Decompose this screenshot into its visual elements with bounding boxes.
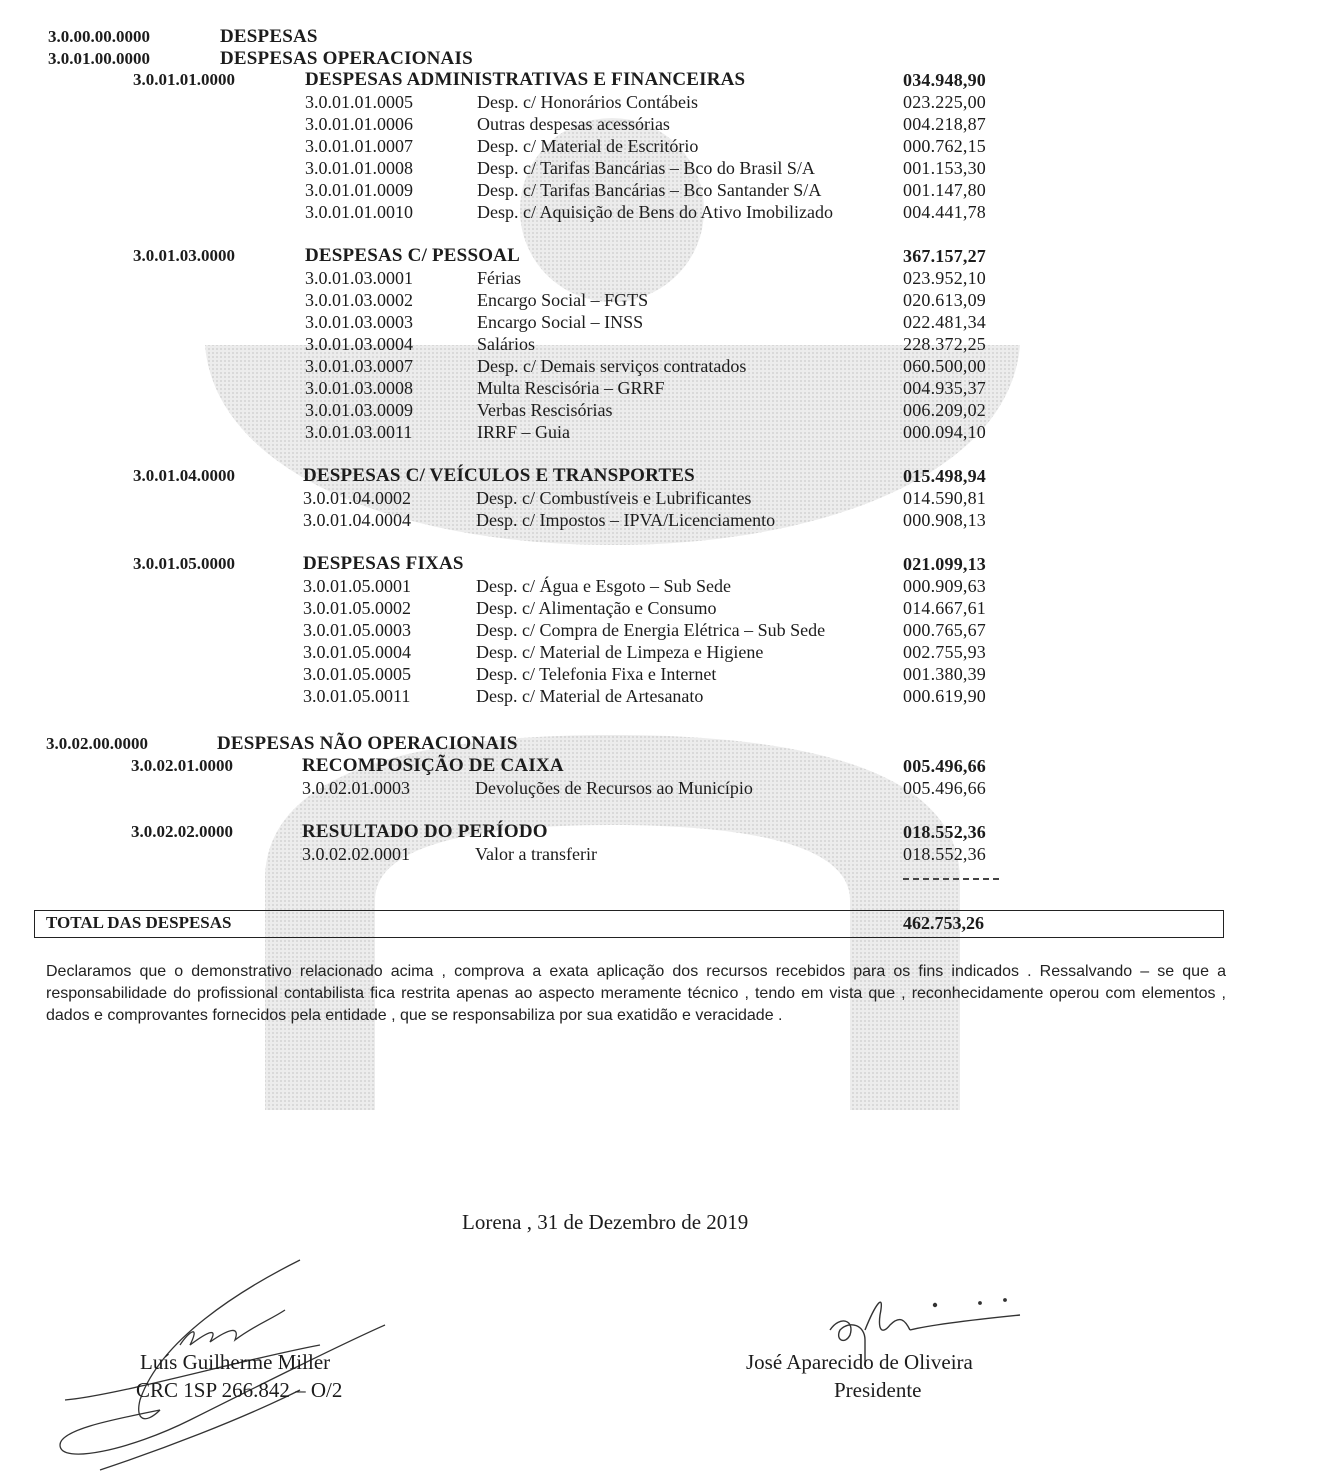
item-code: 3.0.01.04.0004 [303,510,411,530]
item-amount: 000.909,63 [903,576,986,596]
item-amount: 006.209,02 [903,400,986,420]
item-description: Salários [477,334,535,354]
right-signatory-name: José Aparecido de Oliveira [746,1350,973,1374]
group-title: DESPESAS ADMINISTRATIVAS E FINANCEIRAS [305,69,746,90]
group-title: DESPESAS FIXAS [303,553,464,574]
item-amount: 002.755,93 [903,642,986,662]
item-description: Desp. c/ Alimentação e Consumo [476,598,717,618]
operational-code: 3.0.01.00.0000 [48,49,150,68]
item-amount: 023.952,10 [903,268,986,288]
group-code: 3.0.01.04.0000 [133,466,235,485]
left-signatory-name: Luís Guilherme Miller [140,1350,331,1374]
item-description: IRRF – Guia [477,422,571,442]
group-total: 021.099,13 [903,554,986,574]
root-code: 3.0.00.00.0000 [48,27,150,46]
non-operational-title: DESPESAS NÃO OPERACIONAIS [217,733,518,754]
item-amount: 000.619,90 [903,686,986,706]
item-description: Desp. c/ Aquisição de Bens do Ativo Imobilizado [477,202,833,222]
item-code: 3.0.01.05.0011 [303,686,411,706]
group-code: 3.0.02.01.0000 [131,756,233,775]
group-total: 367.157,27 [903,246,986,266]
item-description: Desp. c/ Material de Escritório [477,136,699,156]
item-description: Valor a transferir [475,844,597,864]
right-signatory-role: Presidente [834,1378,922,1402]
root-title: DESPESAS [220,26,318,47]
item-description: Encargo Social – INSS [477,312,644,332]
item-code: 3.0.01.01.0010 [305,202,413,222]
item-amount: 018.552,36 [903,844,986,864]
group-total: 034.948,90 [903,70,986,90]
item-description: Outras despesas acessórias [477,114,670,134]
item-description: Verbas Rescisórias [477,400,613,420]
item-code: 3.0.01.03.0008 [305,378,413,398]
operational-title: DESPESAS OPERACIONAIS [220,48,473,69]
item-code: 3.0.01.01.0008 [305,158,413,178]
item-amount: 005.496,66 [903,778,986,798]
item-amount: 020.613,09 [903,290,986,310]
group-title: RESULTADO DO PERÍODO [302,821,548,842]
item-amount: 228.372,25 [903,334,986,354]
item-code: 3.0.02.01.0003 [302,778,410,798]
item-amount: 000.762,15 [903,136,986,156]
item-amount: 001.153,30 [903,158,986,178]
item-description: Férias [477,268,521,288]
item-code: 3.0.02.02.0001 [302,844,410,864]
item-code: 3.0.01.03.0009 [305,400,413,420]
item-amount: 000.094,10 [903,422,986,442]
item-description: Desp. c/ Telefonia Fixa e Internet [476,664,717,684]
group-total: 018.552,36 [903,822,986,842]
group-total: 015.498,94 [903,466,986,486]
item-description: Desp. c/ Água e Esgoto – Sub Sede [476,576,731,596]
group-code: 3.0.02.02.0000 [131,822,233,841]
left-signatory-role: CRC 1SP 266.842 – O/2 [136,1378,343,1402]
item-description: Desp. c/ Tarifas Bancárias – Bco Santander S/A [477,180,822,200]
item-amount: 000.908,13 [903,510,986,530]
item-amount: 004.218,87 [903,114,986,134]
item-code: 3.0.01.03.0001 [305,268,413,288]
item-code: 3.0.01.01.0009 [305,180,413,200]
item-code: 3.0.01.05.0004 [303,642,411,662]
item-amount: 014.667,61 [903,598,986,618]
item-amount: 014.590,81 [903,488,986,508]
subtotal-divider [903,878,999,880]
group-code: 3.0.01.05.0000 [133,554,235,573]
item-amount: 023.225,00 [903,92,986,112]
item-description: Desp. c/ Combustíveis e Lubrificantes [476,488,752,508]
item-description: Desp. c/ Impostos – IPVA/Licenciamento [476,510,776,530]
group-total: 005.496,66 [903,756,986,776]
item-code: 3.0.01.03.0004 [305,334,413,354]
item-code: 3.0.01.05.0003 [303,620,411,640]
item-amount: 001.147,80 [903,180,986,200]
item-code: 3.0.01.05.0005 [303,664,411,684]
item-amount: 060.500,00 [903,356,986,376]
item-code: 3.0.01.05.0001 [303,576,411,596]
item-description: Desp. c/ Demais serviços contratados [477,356,747,376]
group-code: 3.0.01.01.0000 [133,70,235,89]
item-description: Multa Rescisória – GRRF [477,378,665,398]
item-amount: 004.441,78 [903,202,986,222]
item-code: 3.0.01.03.0003 [305,312,413,332]
item-code: 3.0.01.04.0002 [303,488,411,508]
item-code: 3.0.01.01.0007 [305,136,413,156]
item-code: 3.0.01.01.0005 [305,92,413,112]
item-code: 3.0.01.03.0007 [305,356,413,376]
item-code: 3.0.01.03.0002 [305,290,413,310]
item-description: Desp. c/ Material de Artesanato [476,686,704,706]
item-amount: 004.935,37 [903,378,986,398]
item-description: Desp. c/ Tarifas Bancárias – Bco do Brasil S/A [477,158,815,178]
place-date: Lorena , 31 de Dezembro de 2019 [462,1210,749,1234]
item-amount: 022.481,34 [903,312,986,332]
item-description: Devoluções de Recursos ao Município [475,778,753,798]
item-code: 3.0.01.05.0002 [303,598,411,618]
group-title: RECOMPOSIÇÃO DE CAIXA [302,755,564,776]
item-code: 3.0.01.01.0006 [305,114,413,134]
item-amount: 001.380,39 [903,664,986,684]
non-operational-code: 3.0.02.00.0000 [46,734,148,753]
item-amount: 000.765,67 [903,620,986,640]
item-description: Desp. c/ Material de Limpeza e Higiene [476,642,764,662]
item-description: Desp. c/ Honorários Contábeis [477,92,698,112]
total-label: TOTAL DAS DESPESAS [46,913,232,932]
group-code: 3.0.01.03.0000 [133,246,235,265]
item-code: 3.0.01.03.0011 [305,422,413,442]
group-title: DESPESAS C/ VEÍCULOS E TRANSPORTES [303,465,695,486]
declaration-text: Declaramos que o demonstrativo relacionado acima , comprova a exata aplicação dos recursos recebidos para os fins indicados . Ressalvando – se que a responsabilidade do profissional contabilista fica restrita apenas ao aspecto meramente técnico , tendo em vista que , reconhecidamente operou com elementos , dados e comprovantes fornecidos pela entidade , que se responsabiliza por sua exatidão e veracidade . [46,963,1226,1024]
item-description: Encargo Social – FGTS [477,290,649,310]
total-amount: 462.753,26 [903,913,984,933]
item-description: Desp. c/ Compra de Energia Elétrica – Sub Sede [476,620,826,640]
group-title: DESPESAS C/ PESSOAL [305,245,520,266]
